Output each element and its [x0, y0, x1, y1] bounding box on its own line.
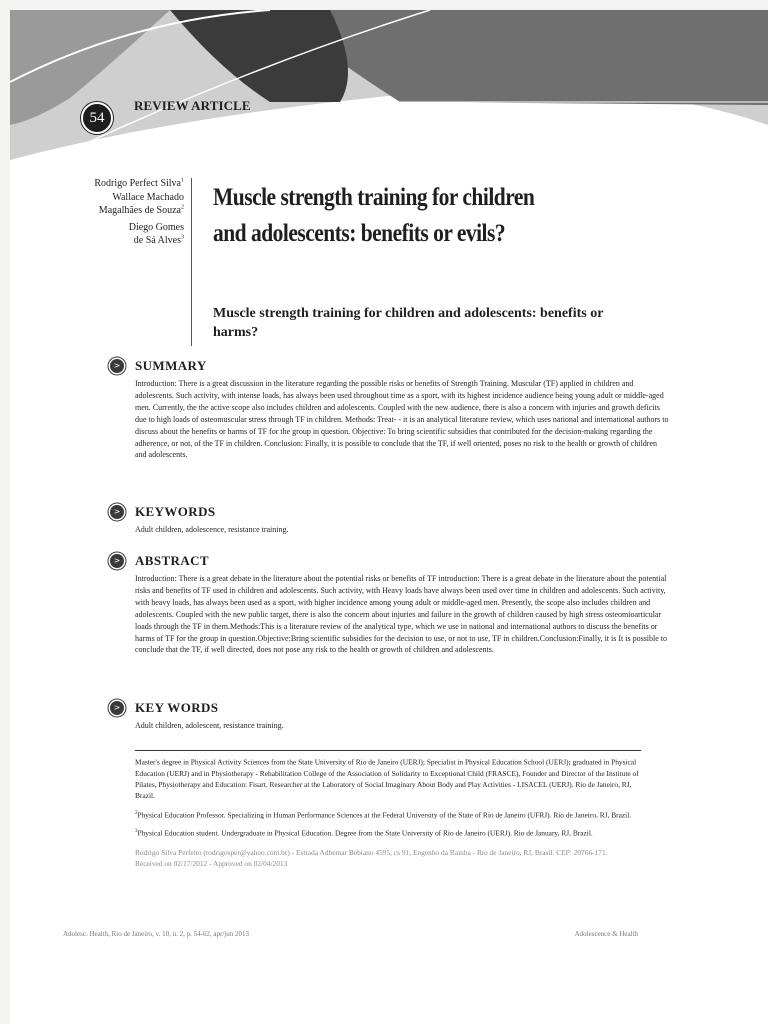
title-divider: [191, 178, 192, 346]
arrow-bullet-icon: >: [110, 505, 124, 519]
article-title: Muscle strength training for children and adolescents: benefits or evils?: [213, 184, 535, 247]
author-line: Rodrigo Perfect Silva$^1$: [94, 177, 184, 189]
author-footnotes: [135, 750, 641, 870]
abstract-section: [110, 553, 670, 656]
abstract-heading: ABSTRACT: [135, 553, 209, 568]
keywords-section: [110, 504, 670, 536]
abstract-text: Introduction: There is a great debate in the literature about the potential risks or benefits of TF introduction: There is a great debate in the literature about the potential risks and benefits of TF used in children and adolescents. Such activity, with Heavy loads have always been used over time in children and adolescents. Such activity, with heavy loads, has always been used as a sport, with higher incidence among young adult or middle-aged men. Presently, the scope also includes children and adolescents. Coupled with the new public target, there is also the concern about injuries and failure in the growth of children caused by high stress osteomioarticular loads through the TF in them.Methods:This is a literature review of the analytical type, which we use in national and international authors to discuss the benefits or harms of TF for the group in question.Objective:Bring scientific subsidies for the decision to use, or not to use, TF in children.Conclusion:Finally, it is It is possible to conclude that the TF, if well directed, does not pose any risk to the health or growth of children and adolescents.: [135, 574, 668, 655]
footnote: $^3$Physical Education student. Undergraduate in Physical Education. Degree from the State University of Rio de Janeiro (UERJ). Rio de January, RJ, Brazil.: [135, 828, 593, 838]
article-page: [10, 10, 768, 1024]
summary-text: Introduction: There is a great discussion in the literature regarding the possible risks or benefits of Strength Training. Muscular (TF) applied in children and adolescents. Such activity, with intense loads, has always been used throughout time as a sport, with its highest incidence audience being young adult or middle-aged men. Currently, the the active scope also includes children and adolescents. Coupled with the new audience, there is also a concern with injuries and growth deficits due to high loads of osteomuscular stress through TF in children. Methods: Treat- - it is an analytical literature review, which uses national and international authors to discuss about the benefits or harms of TF for the group in question. Objective: To bring scientific subsidies that contributed for the decision-making regarding the adherence, or not, of the TF in children. Conclusion: Finally, it is possible to conclude that the TF, if well oriented, poses no risk to the health or growth of children and adolescents.: [135, 379, 669, 460]
author-line: Magalhães de Souza$^2$: [98, 204, 184, 216]
author-line: Wallace Machado: [112, 191, 184, 203]
summary-section: [110, 358, 670, 461]
summary-heading: SUMMARY: [135, 358, 207, 373]
page-number-badge: 54: [81, 102, 113, 134]
author-line: de Sá Alves$^3$: [133, 234, 184, 246]
footer-journal-name: Adolescence & Health: [574, 930, 638, 938]
author-list: [50, 177, 184, 248]
arrow-bullet-icon: >: [110, 554, 124, 568]
keywords-en-heading: KEY WORDS: [135, 700, 219, 715]
footer-citation: Adolesc. Health, Rio de Janeiro, v. 10, n. 2, p. 54-62, apr/jun 2013: [63, 930, 249, 938]
footnote: Master's degree in Physical Activity Sciences from the State University of Rio de Janeiro (UERJ); Specialist in Physical Education School (UERJ); graduated in Physical Education (UERJ) and in Physiotherapy - Rehabilitation College of the Association of Solidarity to Exceptional Child (FRASCE), Founder and Director of the Institute of Pilates, Physiotherapy and Education: Fisart. Researcher at the Laboratory of Social Imaginary About Body and Play Activities - LISACEL (UERJ). Rio de Janeiro, RJ, Brazil.: [135, 757, 639, 801]
footnote: $^2$Physical Education Professor. Specializing in Human Performance Sciences at the Federal University of the State of Rio de Janeiro (UFRJ). Rio de Janeiro, RJ, Brazil.: [135, 810, 632, 820]
correspondence-block: [135, 847, 641, 870]
article-alt-title: Muscle strength training for children and adolescents: benefits or harms?: [213, 306, 604, 340]
arrow-bullet-icon: >: [110, 701, 124, 715]
received-approved-dates: Received on 02/17/2012 - Approved on 02/04/2013: [135, 859, 288, 869]
section-type-label: REVIEW ARTICLE: [134, 98, 251, 113]
keywords-text: Adult children, adolescence, resistance training.: [135, 525, 289, 534]
keywords-en-section: [110, 700, 670, 732]
keywords-en-text: Adult children, adolescent, resistance training.: [135, 721, 284, 730]
arrow-bullet-icon: >: [110, 359, 124, 373]
header-decoration: [10, 10, 768, 160]
keywords-heading: KEYWORDS: [135, 504, 216, 519]
author-line: Diego Gomes: [128, 221, 184, 233]
correspondence-address: Rodrigo Silva Perfeito (rodrigosper@yahoo.com.br) - Estrada Adhemar Bebiano 4595, cs 91, Engenho da Rainha - Rio de Janeiro, RJ, Brasil. CEP: 20766-171.: [135, 848, 608, 858]
